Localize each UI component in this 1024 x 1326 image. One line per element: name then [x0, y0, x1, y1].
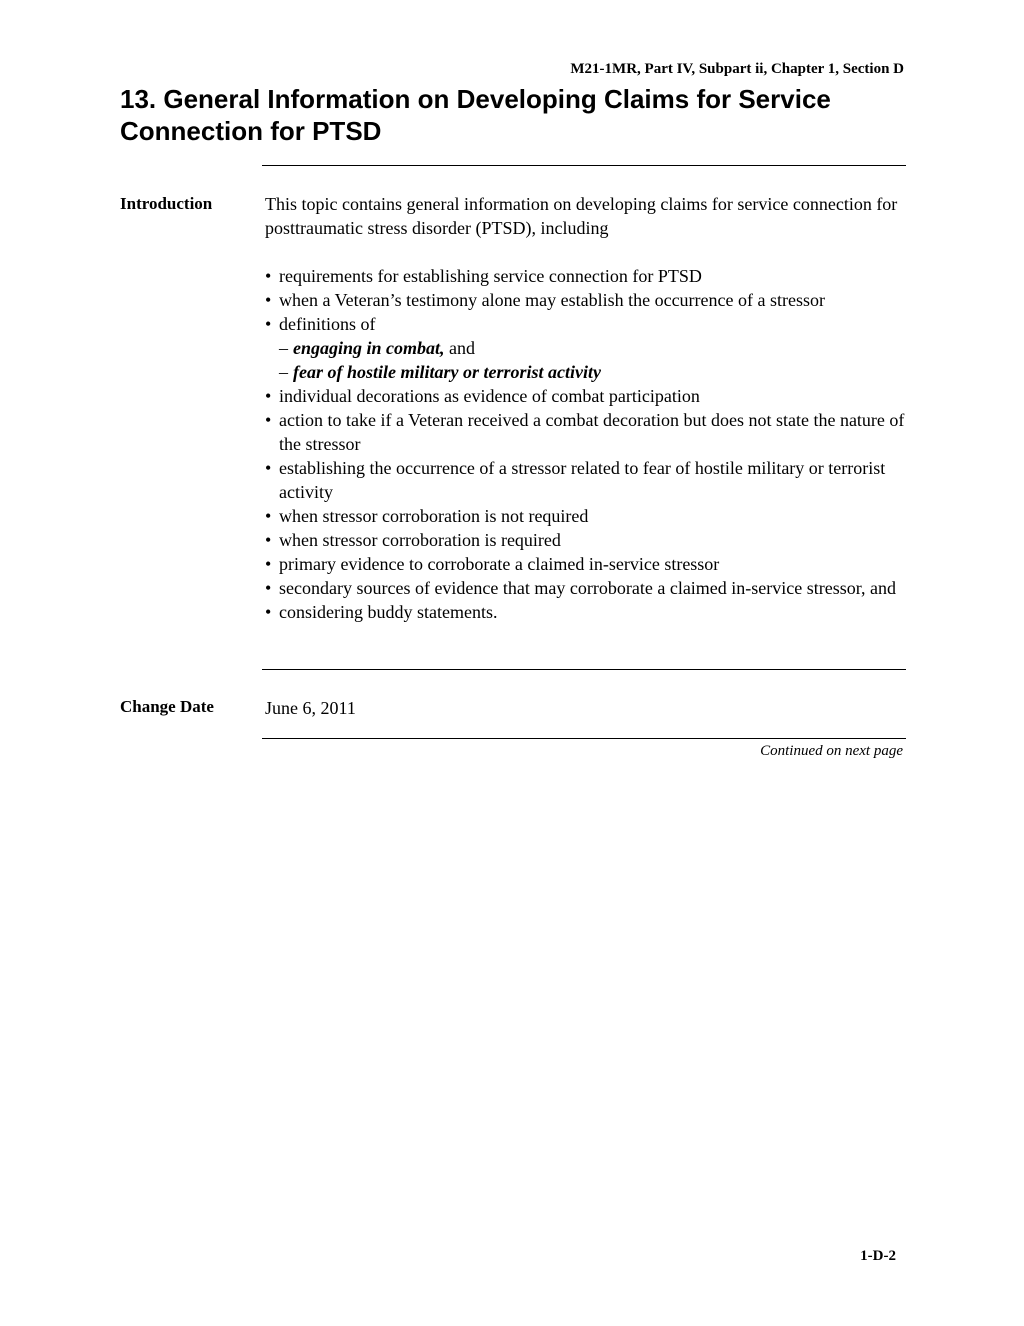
bullet-icon: • — [265, 410, 272, 430]
bullet-icon: • — [265, 314, 272, 334]
list-item-text: primary evidence to corroborate a claimed in-service stressor — [279, 554, 720, 574]
list-item — [265, 600, 905, 624]
list-item — [265, 528, 905, 552]
list-item — [265, 264, 905, 288]
bullet-icon: • — [265, 530, 272, 550]
sublist-item — [279, 336, 905, 360]
list-item — [265, 288, 905, 312]
bullet-icon: • — [265, 578, 272, 598]
continued-note: Continued on next page — [760, 743, 903, 759]
bullet-icon: • — [265, 602, 272, 622]
bullet-icon: • — [265, 386, 272, 406]
list-item-text: individual decorations as evidence of combat participation — [279, 386, 700, 406]
introduction-content — [265, 192, 905, 624]
list-item-text: considering buddy statements. — [279, 602, 498, 622]
dash-icon: – — [279, 362, 288, 382]
bullet-icon: • — [265, 290, 272, 310]
change-date-value: June 6, 2011 — [265, 698, 356, 718]
list-item-text: secondary sources of evidence that may corroborate a claimed in-service stressor, and — [279, 578, 897, 598]
running-header: M21-1MR, Part IV, Subpart ii, Chapter 1, Section D — [570, 61, 904, 77]
bullet-icon: • — [265, 554, 272, 574]
sublist-item — [279, 360, 905, 384]
change-date-label: Change Date — [120, 697, 214, 716]
bullet-icon: • — [265, 266, 272, 286]
topic-list — [265, 264, 905, 624]
list-item — [265, 576, 905, 600]
list-item — [265, 408, 905, 456]
list-item — [265, 552, 905, 576]
divider-top — [262, 165, 906, 166]
definition-term: engaging in combat, — [293, 338, 445, 358]
introduction-label: Introduction — [120, 194, 213, 213]
list-item — [265, 456, 905, 504]
section-title: 13. General Information on Developing Claims for Service Connection for PTSD — [120, 84, 831, 146]
definition-term-suffix: and — [444, 338, 476, 358]
list-item-text: definitions of — [279, 314, 376, 334]
list-item-text: when stressor corroboration is required — [279, 530, 561, 550]
divider-middle — [262, 669, 906, 670]
introduction-paragraph: This topic contains general information on developing claims for service connection for posttraumatic stress disorder (PTSD), including — [265, 194, 898, 238]
definitions-sublist — [279, 336, 905, 384]
list-item-text: requirements for establishing service connection for PTSD — [279, 266, 702, 286]
list-item — [265, 312, 905, 384]
divider-bottom — [262, 738, 906, 739]
list-item — [265, 504, 905, 528]
page-number: 1-D-2 — [860, 1248, 896, 1264]
bullet-icon: • — [265, 458, 272, 478]
list-item-text: when stressor corroboration is not required — [279, 506, 589, 526]
dash-icon: – — [279, 338, 288, 358]
list-item-text: action to take if a Veteran received a combat decoration but does not state the nature of the stressor — [279, 410, 905, 454]
definition-term: fear of hostile military or terrorist activity — [293, 362, 601, 382]
list-item — [265, 384, 905, 408]
list-item-text: when a Veteran’s testimony alone may establish the occurrence of a stressor — [279, 290, 825, 310]
list-item-text: establishing the occurrence of a stressor related to fear of hostile military or terrorist activity — [279, 458, 886, 502]
bullet-icon: • — [265, 506, 272, 526]
